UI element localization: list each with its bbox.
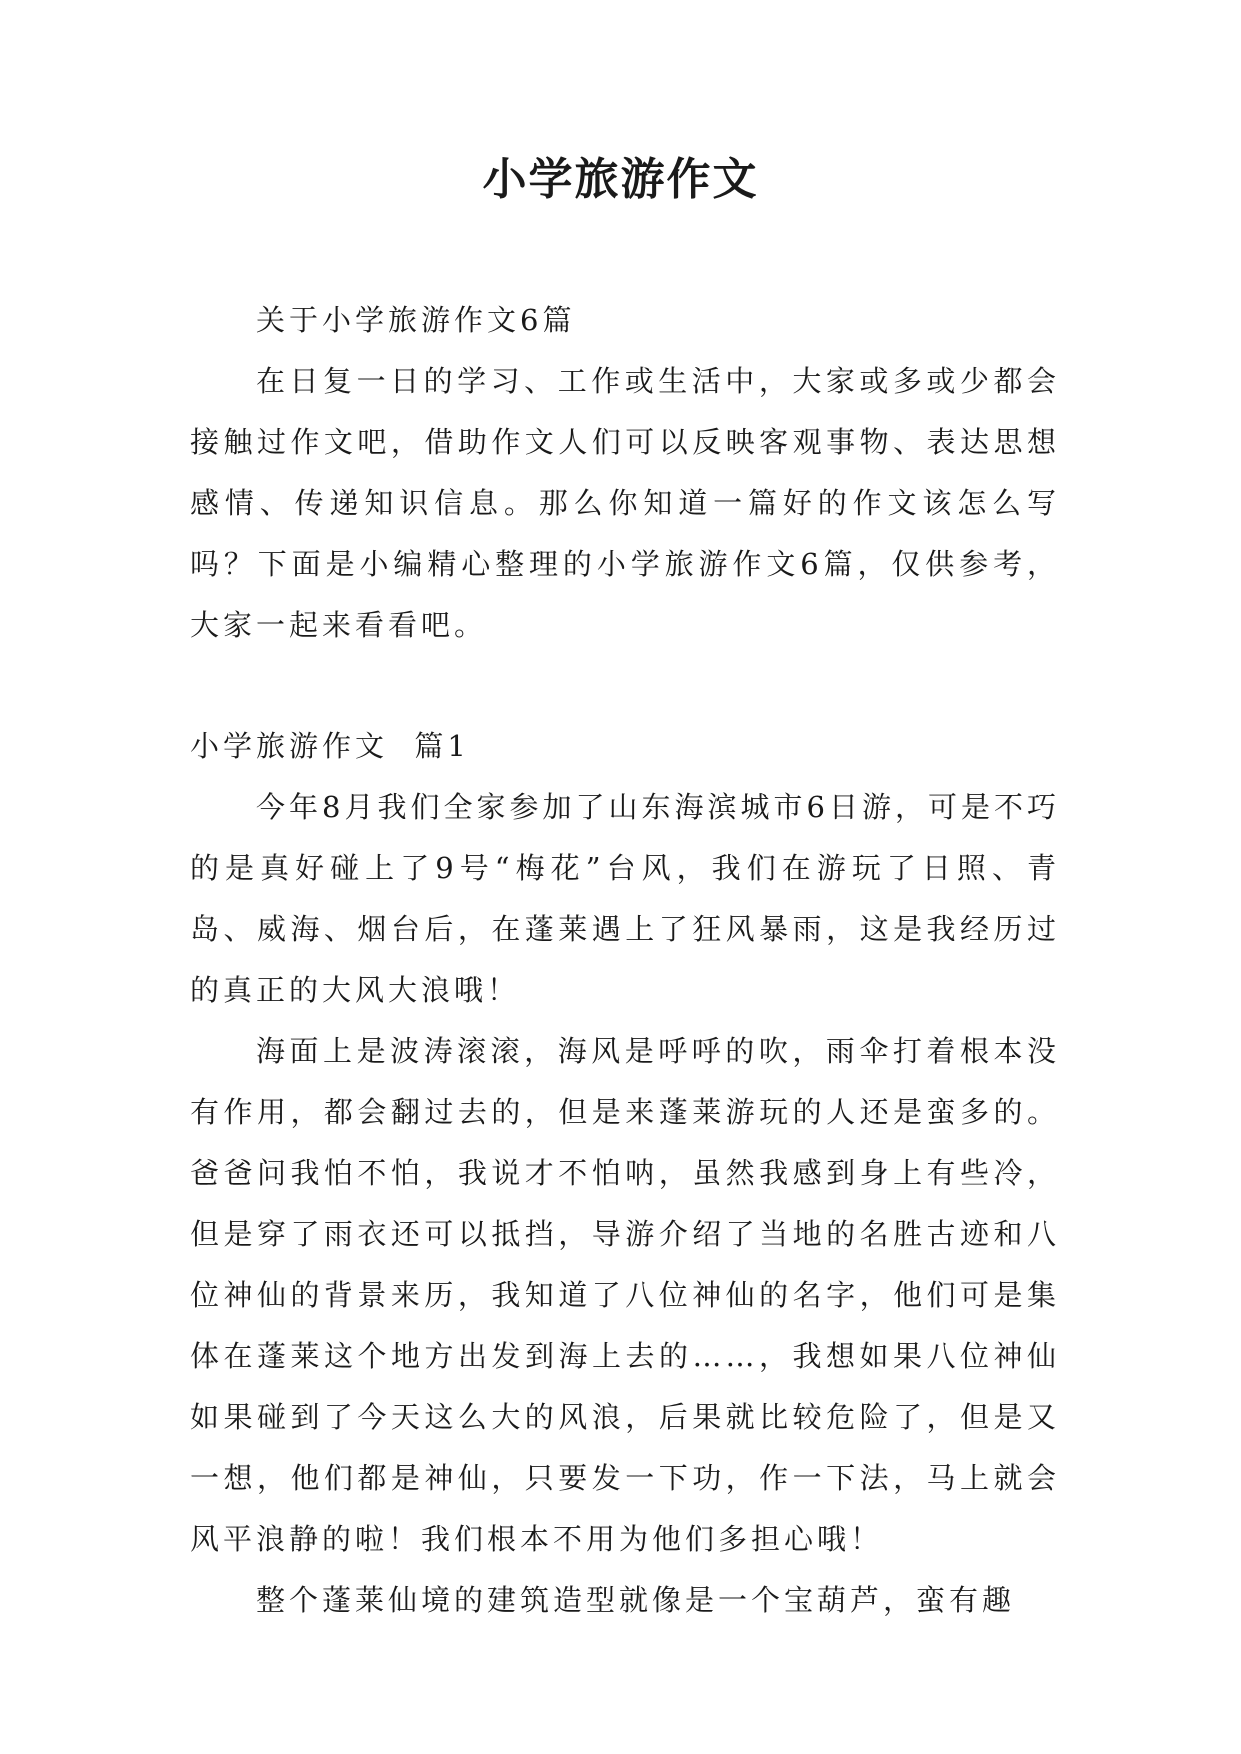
document-title: 小学旅游作文	[482, 154, 759, 205]
body-paragraph: 整个蓬莱仙境的建筑造型就像是一个宝葫芦，蛮有趣	[256, 1583, 1016, 1617]
document-body	[190, 290, 1060, 1631]
section-spacer	[190, 656, 1060, 716]
intro-heading: 关于小学旅游作文6篇	[256, 303, 576, 337]
body-paragraph: 今年8月我们全家参加了山东海滨城市6日游，可是不巧的是真好碰上了9号“梅花”台风，我们在游玩了日照、青岛、威海、烟台后，在蓬莱遇上了狂风暴雨，这是我经历过的真正的大风大浪哦！	[190, 790, 1060, 1007]
intro-paragraph: 在日复一日的学习、工作或生活中，大家或多或少都会接触过作文吧，借助作文人们可以反映客观事物、表达思想感情、传递知识信息。那么你知道一篇好的作文该怎么写吗？下面是小编精心整理的小学旅游作文6篇，仅供参考，大家一起来看看吧。	[190, 364, 1060, 642]
body-paragraph: 海面上是波涛滚滚，海风是呼呼的吹，雨伞打着根本没有作用，都会翻过去的，但是来蓬莱游玩的人还是蛮多的。爸爸问我怕不怕，我说才不怕呐，虽然我感到身上有些冷，但是穿了雨衣还可以抵挡，导游介绍了当地的名胜古迹和八位神仙的背景来历，我知道了八位神仙的名字，他们可是集体在蓬莱这个地方出发到海上去的……，我想如果八位神仙如果碰到了今天这么大的风浪，后果就比较危险了，但是又一想，他们都是神仙，只要发一下功，作一下法，马上就会风平浪静的啦！我们根本不用为他们多担心哦！	[190, 1034, 1060, 1556]
section-heading: 小学旅游作文 篇1	[190, 729, 470, 763]
